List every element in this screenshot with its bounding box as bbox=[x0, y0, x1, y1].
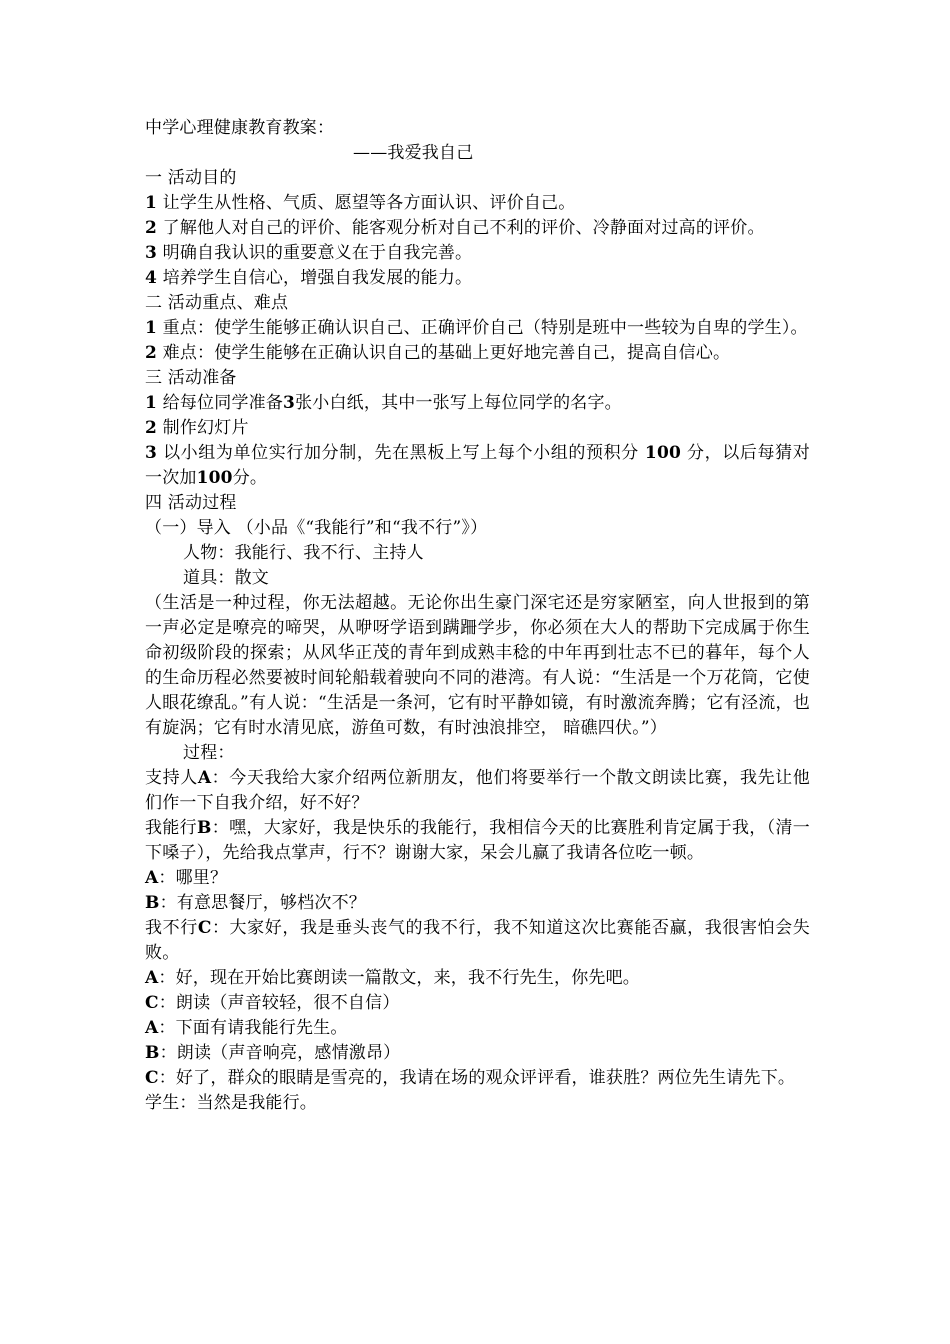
props-line: 道具：散文 bbox=[183, 568, 269, 588]
prep-item-3: 3 以小组为单位实行加分制，先在黑板上写上每个小组的预积分 100 分，以后每猜对一次加100分。 bbox=[145, 443, 810, 488]
dialogue-line-2: 我能行B：嘿，大家好，我是快乐的我能行，我相信今天的比赛胜利肯定属于我，（清一下嗓子），先给我点掌声，行不？谢谢大家，呆会儿赢了我请各位吃一顿。 bbox=[145, 818, 811, 863]
focus-item-2: 2 难点：使学生能够在正确认识自己的基础上更好地完善自己，提高自信心。 bbox=[145, 343, 731, 363]
prep-item-1: 1 给每位同学准备3张小白纸，其中一张写上每位同学的名字。 bbox=[145, 393, 622, 413]
dialogue-line-3: A：哪里？ bbox=[145, 868, 228, 888]
prep-item-2: 2 制作幻灯片 bbox=[145, 418, 249, 438]
dialogue-line-6: A：好，现在开始比赛朗读一篇散文，来，我不行先生，你先吧。 bbox=[145, 968, 640, 988]
dialogue-line-10: C：好了，群众的眼睛是雪亮的，我请在场的观众评评看，谁获胜？两位先生请先下。 bbox=[145, 1068, 796, 1088]
section-heading-goals: 一 活动目的 bbox=[145, 168, 237, 188]
section-heading-focus: 二 活动重点、难点 bbox=[145, 293, 289, 313]
doc-title: 中学心理健康教育教案： bbox=[145, 118, 335, 138]
focus-item-1: 1 重点：使学生能够正确认识自己、正确评价自己（特别是班中一些较为自卑的学生）。 bbox=[145, 318, 808, 338]
dialogue-line-4: B：有意思餐厅，够档次不？ bbox=[145, 893, 366, 913]
dialogue-line-8: A：下面有请我能行先生。 bbox=[145, 1018, 348, 1038]
goal-item-2: 2 了解他人对自己的评价、能客观分析对自己不利的评价、冷静面对过高的评价。 bbox=[145, 218, 765, 238]
dialogue-line-11: 学生：当然是我能行。 bbox=[145, 1093, 318, 1113]
roles-line: 人物：我能行、我不行、主持人 bbox=[183, 543, 424, 563]
section-heading-prep: 三 活动准备 bbox=[145, 368, 237, 388]
dialogue-line-5: 我不行C：大家好，我是垂头丧气的我不行，我不知道这次比赛能否赢，我很害怕会失败。 bbox=[145, 918, 810, 963]
dialogue-line-1: 支持人A：今天我给大家介绍两位新朋友，他们将要举行一个散文朗读比赛，我先让他们作一下自我介绍，好不好？ bbox=[145, 768, 810, 813]
document-body bbox=[145, 116, 810, 1116]
process-label: 过程： bbox=[183, 743, 235, 763]
goal-item-3: 3 明确自我认识的重要意义在于自我完善。 bbox=[145, 243, 473, 263]
section-heading-process: 四 活动过程 bbox=[145, 493, 237, 513]
prose-paragraph: （生活是一种过程，你无法超越。无论你出生豪门深宅还是穷家陋室，向人世报到的第一声必定是嘹亮的啼哭，从咿呀学语到蹒跚学步，你必须在大人的帮助下完成属于你生命初级阶段的探索；从风华正茂的青年到成熟丰稔的中年再到壮志不已的暮年，每个人的生命历程必然要被时间轮船载着驶向不同的港湾。有人说：“生活是一个万花筒，它使人眼花缭乱。”有人说：“生活是一条河，它有时平静如镜，有时激流奔腾；它有泾流，也有旋涡；它有时水清见底，游鱼可数，有时浊浪排空， 暗礁四伏。”） bbox=[145, 593, 810, 738]
dialogue-line-9: B：朗读（声音响亮，感情激昂） bbox=[145, 1043, 401, 1063]
subsection-intro: （一）导入 （小品《“我能行”和“我不行”》） bbox=[145, 518, 488, 538]
goal-item-4: 4 培养学生自信心，增强自我发展的能力。 bbox=[145, 268, 473, 288]
dialogue-line-7: C：朗读（声音较轻，很不自信） bbox=[145, 993, 400, 1013]
goal-item-1: 1 让学生从性格、气质、愿望等各方面认识、评价自己。 bbox=[145, 193, 576, 213]
doc-subtitle: ——我爱我自己 bbox=[353, 143, 474, 163]
